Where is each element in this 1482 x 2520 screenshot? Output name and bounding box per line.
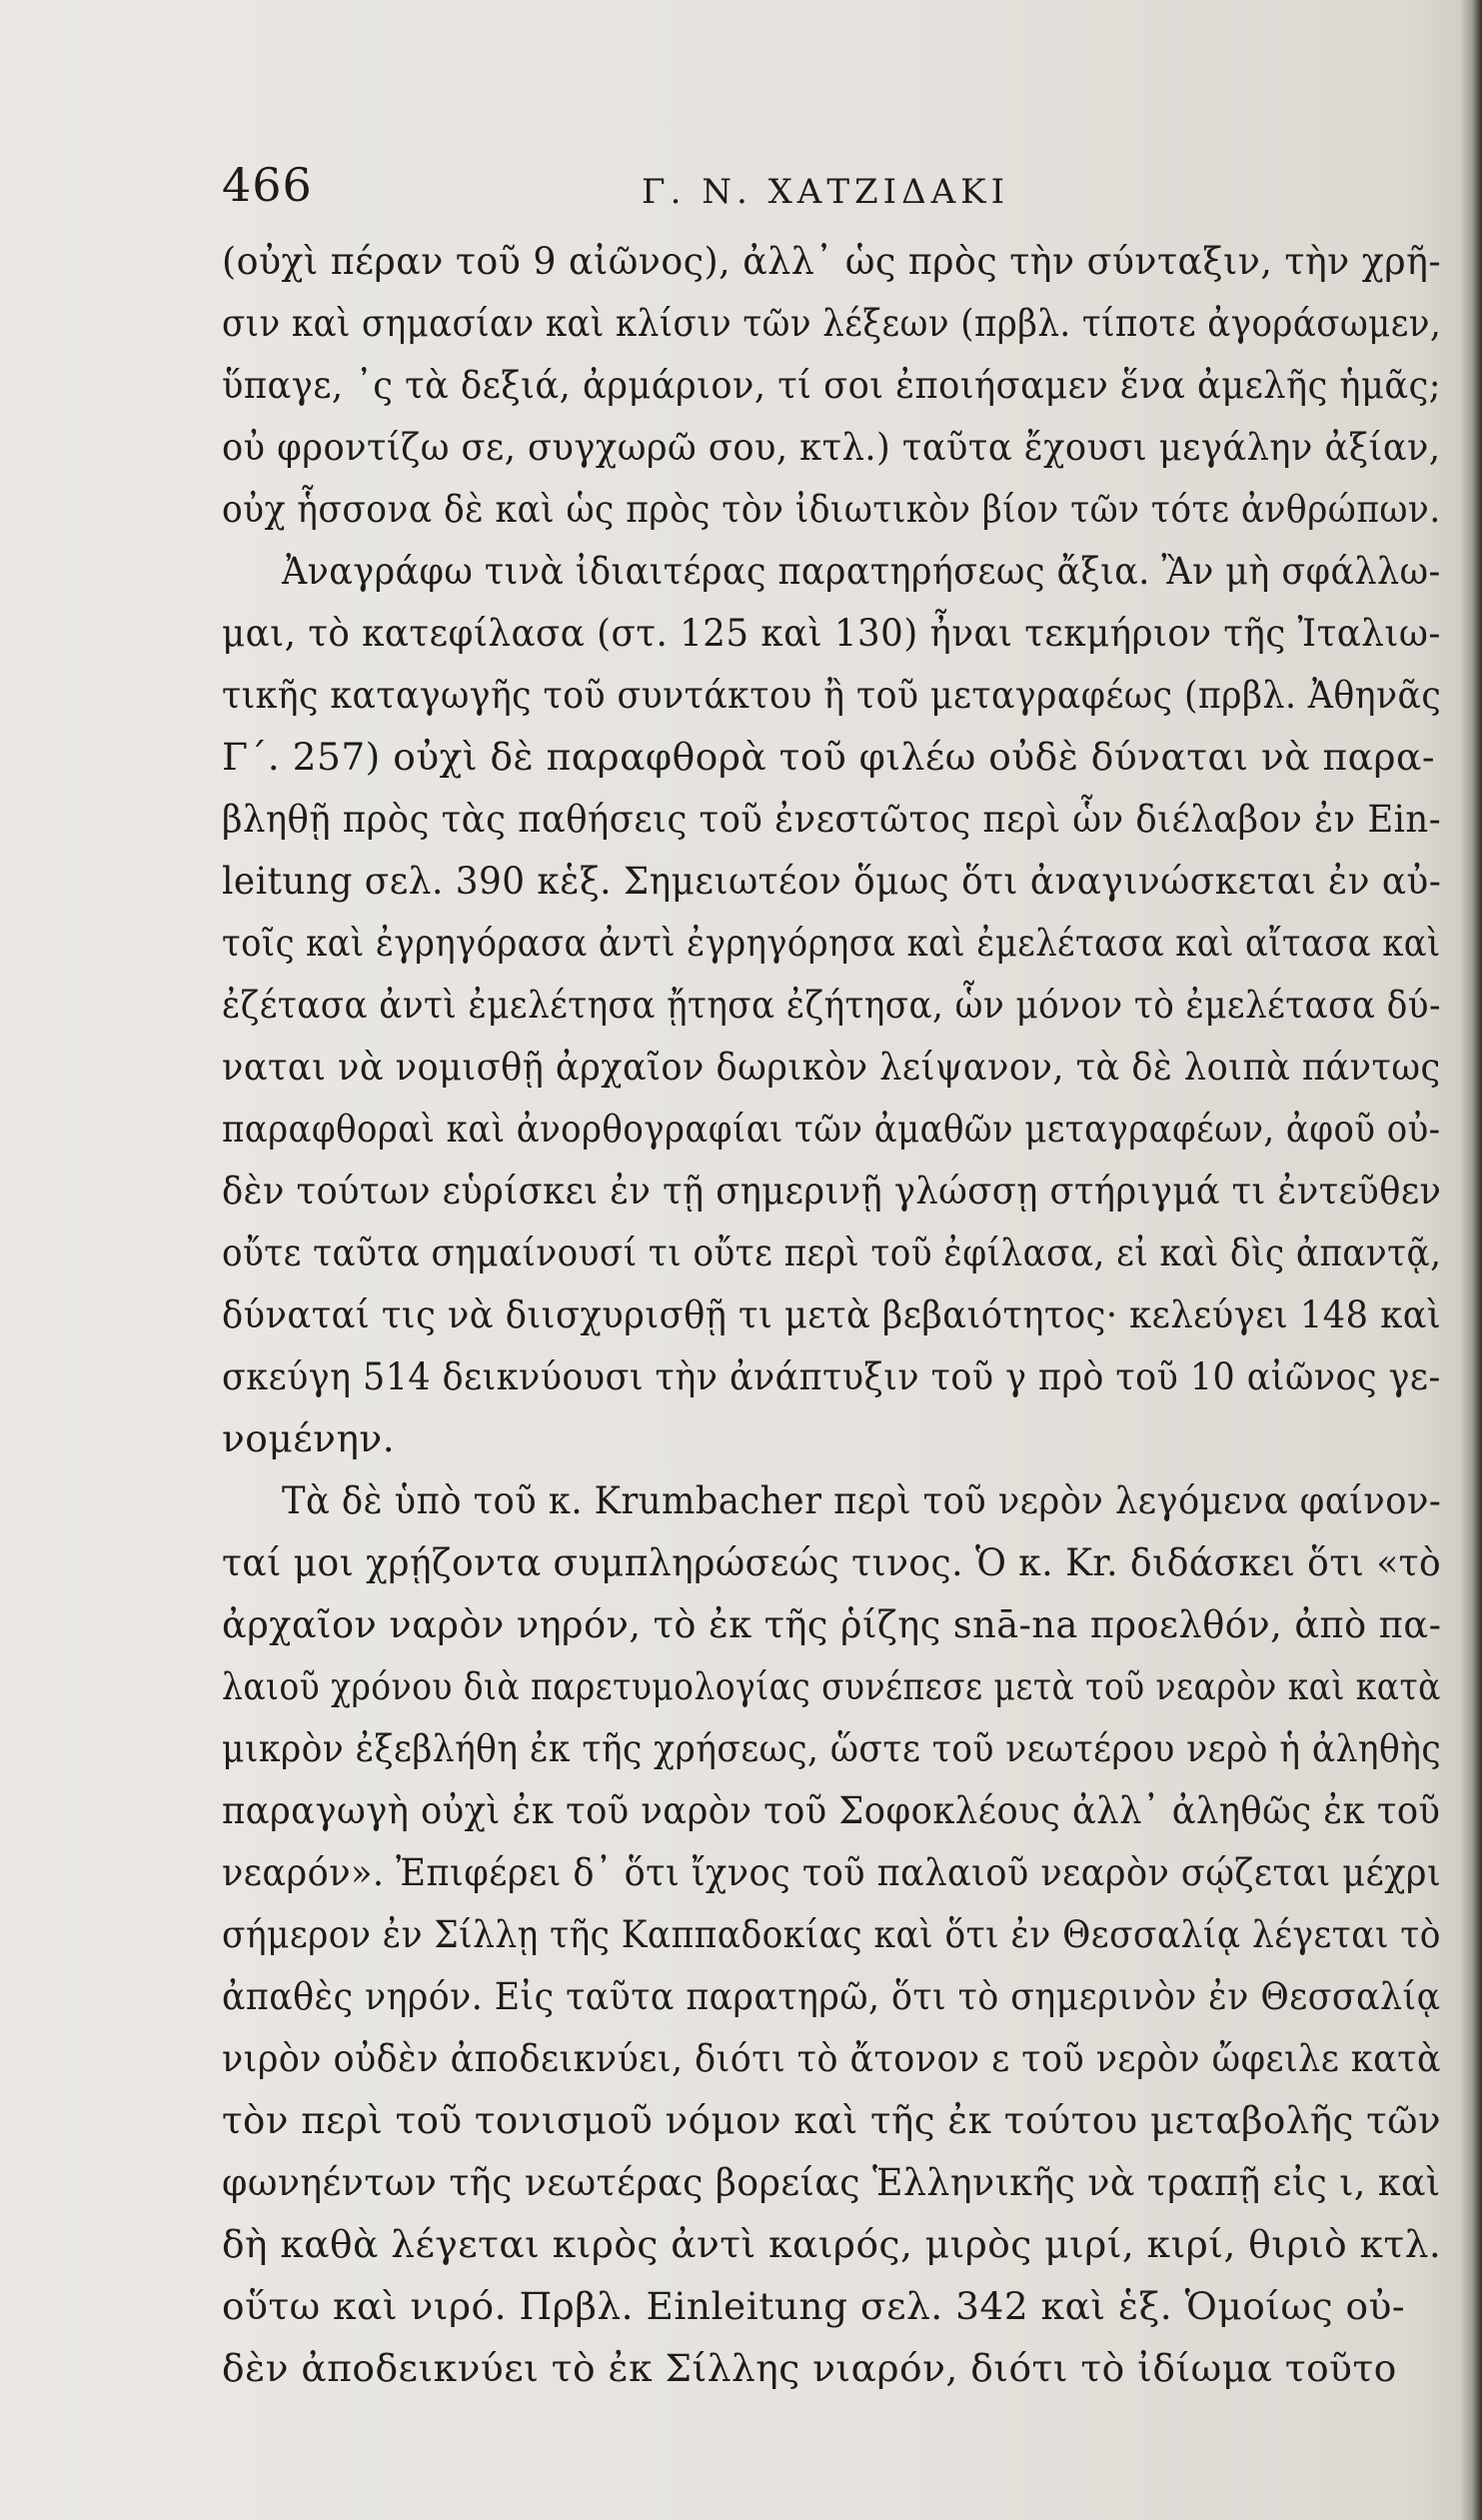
text-line: leitung σελ. 390 κἑξ. Σημειωτέον ὅμως ὅτι ἀναγινώσκεται ἐν αὐ- <box>222 859 1442 903</box>
text-line: μαι, τὸ κατεφίλασα (στ. 125 καὶ 130) ἦναι τεκμήριον τῆς Ἰταλιω- <box>222 611 1441 655</box>
text-line: νεαρόν». Ἐπιφέρει δ᾽ ὅτι ἴχνος τοῦ παλαιοῦ νεαρὸν σῴζεται μέχρι <box>222 1850 1442 1894</box>
text-line: (οὐχὶ πέραν τοῦ 9 αἰῶνος), ἀλλ᾽ ὡς πρὸς τὴν σύνταξιν, τὴν χρῆ- <box>222 239 1442 283</box>
text-line: μικρὸν ἐξεβλήθη ἐκ τῆς χρήσεως, ὥστε τοῦ νεωτέρου νερὸ ἡ ἀληθὴς <box>222 1726 1442 1770</box>
text-line: τὸν περὶ τοῦ τονισμοῦ νόμον καὶ τῆς ἐκ τούτου μεταβολῆς τῶν <box>222 2098 1442 2142</box>
text-line: νομένην. <box>222 1416 396 1460</box>
running-head: Γ. Ν. ΧΑΤΖΙΔΑΚΙ <box>642 172 1010 212</box>
text-line: βληθῇ πρὸς τὰς παθήσεις τοῦ ἐνεστῶτος περὶ ὧν διέλαβον ἐν Ein- <box>222 797 1442 841</box>
page-edge-shadow <box>1460 0 1482 2520</box>
text-line: σκεύγη 514 δεικνύουσι τὴν ἀνάπτυξιν τοῦ γ πρὸ τοῦ 10 αἰῶνος γε- <box>222 1354 1441 1398</box>
text-line: φωνηέντων τῆς νεωτέρας βορείας Ἑλληνικῆς νὰ τραπῇ εἰς ι, καὶ <box>222 2160 1441 2204</box>
text-line: δὴ καθὰ λέγεται κιρὸς ἀντὶ καιρός, μιρὸς μιρί, κιρί, θιριὸ κτλ. <box>222 2222 1442 2266</box>
text-line: παραφθοραὶ καὶ ἀνορθογραφίαι τῶν ἀμαθῶν μεταγραφέων, ἀφοῦ οὐ- <box>222 1107 1441 1151</box>
text-line: δύναταί τις νὰ διισχυρισθῇ τι μετὰ βεβαιότητος· κελεύγει 148 καὶ <box>222 1292 1442 1336</box>
text-line: ἀρχαῖον ναρὸν νηρόν, τὸ ἐκ τῆς ῥίζης snā-na προελθόν, ἀπὸ πα- <box>222 1602 1442 1646</box>
paragraph-first-line: Ἀναγράφω τινὰ ἰδιαιτέρας παρατηρήσεως ἄξια. Ἂν μὴ σφάλλω- <box>282 549 1441 593</box>
text-line: σιν καὶ σημασίαν καὶ κλίσιν τῶν λέξεων (πρβλ. τίποτε ἀγοράσωμεν, <box>222 301 1442 345</box>
text-line: ναται νὰ νομισθῇ ἀρχαῖον δωρικὸν λείψανον, τὰ δὲ λοιπὰ πάντως <box>222 1045 1441 1089</box>
text-line: τικῆς καταγωγῆς τοῦ συντάκτου ἢ τοῦ μεταγραφέως (πρβλ. Ἀθηνᾶς <box>222 673 1442 717</box>
text-line: ἐζέτασα ἀντὶ ἐμελέτησα ᾔτησα ἐζήτησα, ὧν μόνον τὸ ἐμελέτασα δύ- <box>222 983 1441 1027</box>
text-line: οὐ φροντίζω σε, συγχωρῶ σου, κτλ.) ταῦτα ἔχουσι μεγάλην ἀξίαν, <box>222 425 1441 469</box>
text-line: δὲν τούτων εὑρίσκει ἐν τῇ σημερινῇ γλώσσῃ στήριγμά τι ἐντεῦθεν <box>222 1169 1442 1213</box>
text-line: οὐχ ἧσσονα δὲ καὶ ὡς πρὸς τὸν ἰδιωτικὸν βίον τῶν τότε ἀνθρώπων. <box>222 487 1441 531</box>
text-line: δὲν ἀποδεικνύει τὸ ἐκ Σίλλης νιαρόν, διότι τὸ ἰδίωμα τοῦτο <box>222 2346 1397 2390</box>
text-line: σήμερον ἐν Σίλλῃ τῆς Καππαδοκίας καὶ ὅτι ἐν Θεσσαλίᾳ λέγεται τὸ <box>222 1912 1441 1956</box>
text-line: τοῖς καὶ ἐγρηγόρασα ἀντὶ ἐγρηγόρησα καὶ ἐμελέτασα καὶ αἴτασα καὶ <box>222 921 1441 965</box>
page-number: 466 <box>222 158 313 212</box>
text-line: λαιοῦ χρόνου διὰ παρετυμολογίας συνέπεσε μετὰ τοῦ νεαρὸν καὶ κατὰ <box>222 1664 1441 1708</box>
text-line: Γ΄. 257) οὐχὶ δὲ παραφθορὰ τοῦ φιλέω οὐδὲ δύναται νὰ παρα- <box>222 735 1436 779</box>
page-header <box>222 150 1461 210</box>
text-line: ὕπαγε, ᾽ς τὰ δεξιά, ἀρμάριον, τί σοι ἐποιήσαμεν ἕνα ἀμελῆς ἡμᾶς; <box>222 363 1442 407</box>
text-line: ταί μοι χρῄζοντα συμπληρώσεώς τινος. Ὁ κ. Kr. διδάσκει ὅτι «τὸ <box>222 1540 1442 1584</box>
text-line: οὔτε ταῦτα σημαίνουσί τι οὔτε περὶ τοῦ ἐφίλασα, εἰ καὶ δὶς ἀπαντᾷ, <box>222 1231 1442 1274</box>
text-line: παραγωγὴ οὐχὶ ἐκ τοῦ ναρὸν τοῦ Σοφοκλέους ἀλλ᾽ ἀληθῶς ἐκ τοῦ <box>222 1788 1441 1832</box>
text-line: οὕτω καὶ νιρό. Πρβλ. Einleitung σελ. 342 καὶ ἑξ. Ὁμοίως οὐ- <box>222 2284 1406 2328</box>
paragraph-first-line: Τὰ δὲ ὑπὸ τοῦ κ. Krumbacher περὶ τοῦ νερὸν λεγόμενα φαίνον- <box>282 1478 1442 1522</box>
text-line: ἀπαθὲς νηρόν. Εἰς ταῦτα παρατηρῶ, ὅτι τὸ σημερινὸν ἐν Θεσσαλίᾳ <box>222 1974 1441 2018</box>
text-line: νιρὸν οὐδὲν ἀποδεικνύει, διότι τὸ ἄτονον ε τοῦ νερὸν ὤφειλε κατὰ <box>222 2036 1441 2080</box>
